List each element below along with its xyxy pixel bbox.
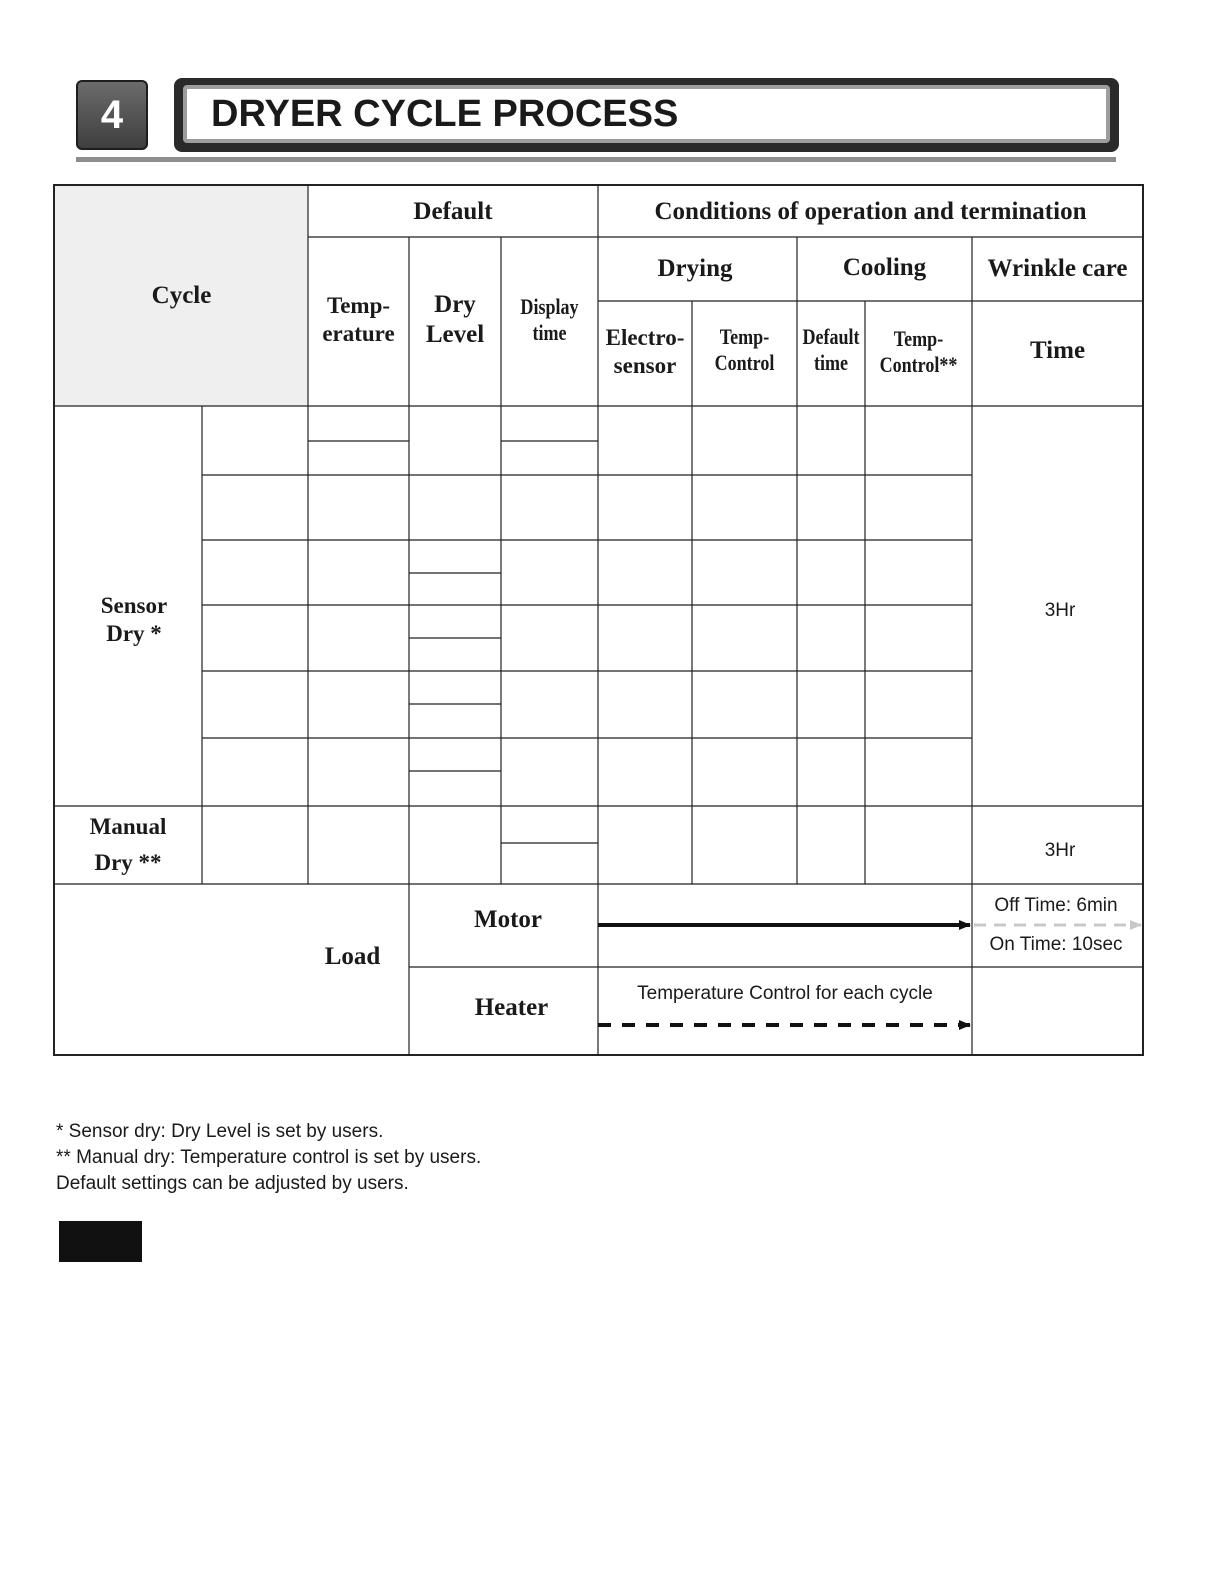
footnote-manual-dry: ** Manual dry: Temperature control is set by users. xyxy=(56,1147,482,1168)
header-temp-control: Temp- Control xyxy=(714,323,775,375)
section-title: DRYER CYCLE PROCESS xyxy=(183,85,1110,143)
header-default: Default xyxy=(413,197,493,225)
header-drying: Drying xyxy=(657,255,733,282)
black-tab-marker xyxy=(59,1221,142,1262)
heater-note: Temperature Control for each cycle xyxy=(637,983,933,1004)
row-sensor-dry: Sensor Dry * xyxy=(100,593,168,646)
load-label: Load xyxy=(324,943,381,970)
header-electro-sensor: Electro- sensor xyxy=(605,325,685,378)
header-cooling: Cooling xyxy=(842,254,927,281)
header-display-time: Display time xyxy=(520,293,579,345)
header-wrinkle-care: Wrinkle care xyxy=(987,255,1128,282)
load-motor: Motor xyxy=(473,906,543,933)
sensor-dry-wrinkle-time: 3Hr xyxy=(1044,600,1076,621)
header-dry-level: Dry Level xyxy=(425,291,485,348)
section-number-badge: 4 xyxy=(76,80,148,150)
motor-off-time: Off Time: 6min xyxy=(994,895,1118,916)
header-conditions: Conditions of operation and termination xyxy=(654,197,1087,225)
load-heater: Heater xyxy=(474,994,549,1021)
header-cycle: Cycle xyxy=(151,282,212,309)
header-temperature: Temp- erature xyxy=(322,293,395,346)
row-manual-dry: Manual Dry ** xyxy=(89,814,167,875)
manual-dry-wrinkle-time: 3Hr xyxy=(1044,840,1076,861)
footnote-default-settings: Default settings can be adjusted by users. xyxy=(56,1173,409,1194)
header-temp-control-2: Temp- Control** xyxy=(879,325,958,377)
footnote-sensor-dry: * Sensor dry: Dry Level is set by users. xyxy=(56,1121,384,1142)
header-time: Time xyxy=(1029,336,1086,364)
motor-on-time: On Time: 10sec xyxy=(989,934,1123,955)
header-default-time: Default time xyxy=(802,323,860,375)
